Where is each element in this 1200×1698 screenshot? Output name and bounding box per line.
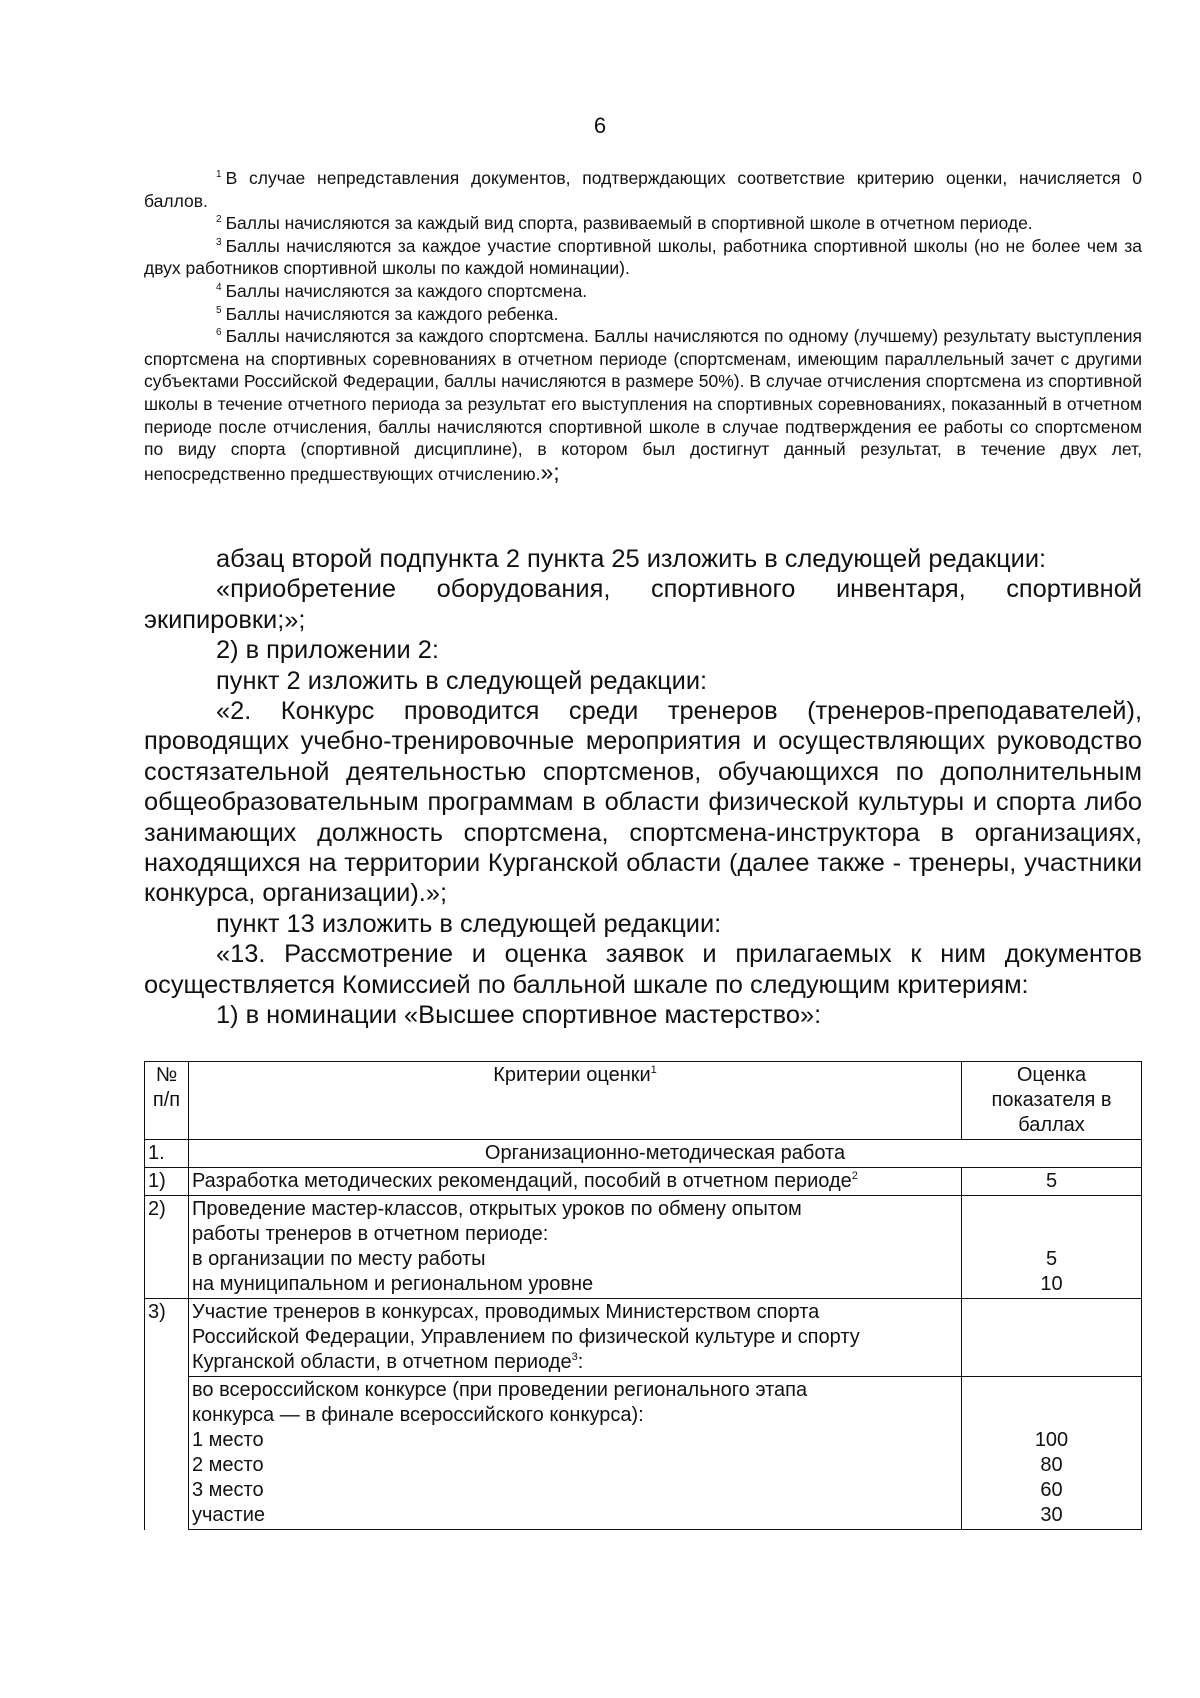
footnote-mark: 2 (216, 214, 222, 226)
row-number: 2) (145, 1196, 189, 1299)
footnote-text: В случае непредставления документов, подтверждающих соответствие критерию оценки, начисляется 0 баллов. (144, 168, 1142, 211)
row-number: 1) (145, 1168, 189, 1196)
footnote-text: Баллы начисляются за каждый вид спорта, развиваемый в спортивной школе в отчетном периоде. (225, 213, 1033, 234)
footnote-mark: 1 (216, 169, 222, 180)
footnote-text: Баллы начисляются за каждого ребенка. (225, 303, 559, 324)
score-empty (962, 1299, 1142, 1377)
footnote-mark: 6 (216, 327, 222, 339)
footnote-ref: 1 (650, 1064, 657, 1076)
row-number: 3) (145, 1299, 189, 1530)
footnote-5 (144, 303, 1142, 326)
paragraph: пункт 13 изложить в следующей редакции: (216, 909, 722, 938)
score: 100 80 60 30 (962, 1377, 1142, 1530)
table-row (145, 1377, 1142, 1530)
footnote-text: Баллы начисляются за каждого спортсмена. (225, 280, 588, 301)
footnote-ref: 3 (571, 1351, 578, 1363)
page-number: 6 (593, 113, 607, 138)
section-row (145, 1140, 1142, 1168)
footnotes (144, 167, 1142, 485)
header-number: № п/п (145, 1062, 189, 1140)
score: 5 10 (962, 1196, 1142, 1299)
paragraph: абзац второй подпункта 2 пункта 25 изложить в следующей редакции: (216, 545, 1047, 573)
footnote-2 (144, 212, 1142, 235)
criterion-text: Проведение мастер-классов, открытых уроков по обмену опытом работы тренеров в отчетном периоде: в организации по месту работы на муниципальном и региональном уровне (189, 1196, 962, 1299)
paragraph: «2. Конкурс проводится среди тренеров (тренеров-преподавателей), проводящих учебно-тренировочные мероприятия и осуществляющих руководство состязательной деятельностью спортсменов, обучающихся по дополнительным общеобразовательным программам в области физической культуры и спорта либо занимающих должность спортсмена, спортсмена-инструктора в организациях, находящихся на территории Курганской области (далее также - тренеры, участники конкурса, организации).»; (144, 697, 1142, 908)
criterion-text: во всероссийском конкурсе (при проведении регионального этапа конкурса — в финале всероссийского конкурса): 1 место 2 место 3 место участие (189, 1377, 962, 1530)
paragraph: 2) в приложении 2: (216, 636, 439, 665)
footnote-text: Баллы начисляются за каждого спортсмена. Баллы начисляются по одному (лучшему) результату выступления спортсмена на спортивных соревнованиях в отчетном периоде (спортсменам, имеющим параллельный зачет с другими субъектами Российской Федерации, баллы начисляются в размере 50%). В случае отчисления спортсмена из спортивной школы в течение отчетного периода за результат его выступления на спортивных соревнованиях, показанный в отчетном периоде после отчисления, баллы начисляются спортивной школе в случае подтверждения ее работы со спортсменом по виду спорта (спортивной дисциплине), в котором был достигнут данный результат, в течение двух лет, непосредственно предшествующих отчислению. (144, 326, 1142, 484)
score: 5 (962, 1168, 1142, 1196)
footnote-text: Баллы начисляются за каждое участие спортивной школы, работника спортивной школы (но не более чем за двух работников спортивной школы по каждой номинации). (144, 235, 1142, 279)
closing-quote: »; (540, 458, 560, 485)
table-header-row (145, 1062, 1142, 1140)
header-criteria: Критерии оценки$^1$ (189, 1062, 962, 1140)
paragraph: «приобретение оборудования, спортивного инвентаря, спортивной экипировки;»; (144, 575, 1142, 634)
table-row (145, 1168, 1142, 1196)
footnote-ref: 2 (851, 1170, 858, 1182)
footnote-3 (144, 235, 1142, 280)
paragraph: 1) в номинации «Высшее спортивное мастерство»: (216, 1001, 822, 1030)
table-row (145, 1196, 1142, 1299)
criterion-text: Участие тренеров в конкурсах, проводимых Министерством спорта Российской Федерации, Управлением по физической культуре и спорту Курганской области, в отчетном периоде$^3$: (189, 1299, 962, 1377)
table-row (145, 1299, 1142, 1377)
footnote-1 (144, 167, 1142, 212)
section-title: Организационно-методическая работа (189, 1140, 1142, 1168)
paragraph: «13. Рассмотрение и оценка заявок и прилагаемых к ним документов осуществляется Комиссией по балльной шкале по следующим критериям: (144, 940, 1142, 999)
criteria-table (144, 1061, 1142, 1530)
row-number: 1. (145, 1140, 189, 1168)
paragraph: пункт 2 изложить в следующей редакции: (216, 666, 708, 695)
footnote-6 (144, 325, 1142, 485)
header-score: Оценка показателя в баллах (962, 1062, 1142, 1140)
footnote-mark: 4 (216, 281, 222, 293)
criterion-text: Разработка методических рекомендаций, пособий в отчетном периоде$^2$ (189, 1168, 962, 1196)
amendment-text (144, 544, 1142, 1031)
footnote-mark: 5 (216, 304, 222, 316)
footnote-mark: 3 (216, 236, 222, 248)
footnote-4 (144, 280, 1142, 303)
